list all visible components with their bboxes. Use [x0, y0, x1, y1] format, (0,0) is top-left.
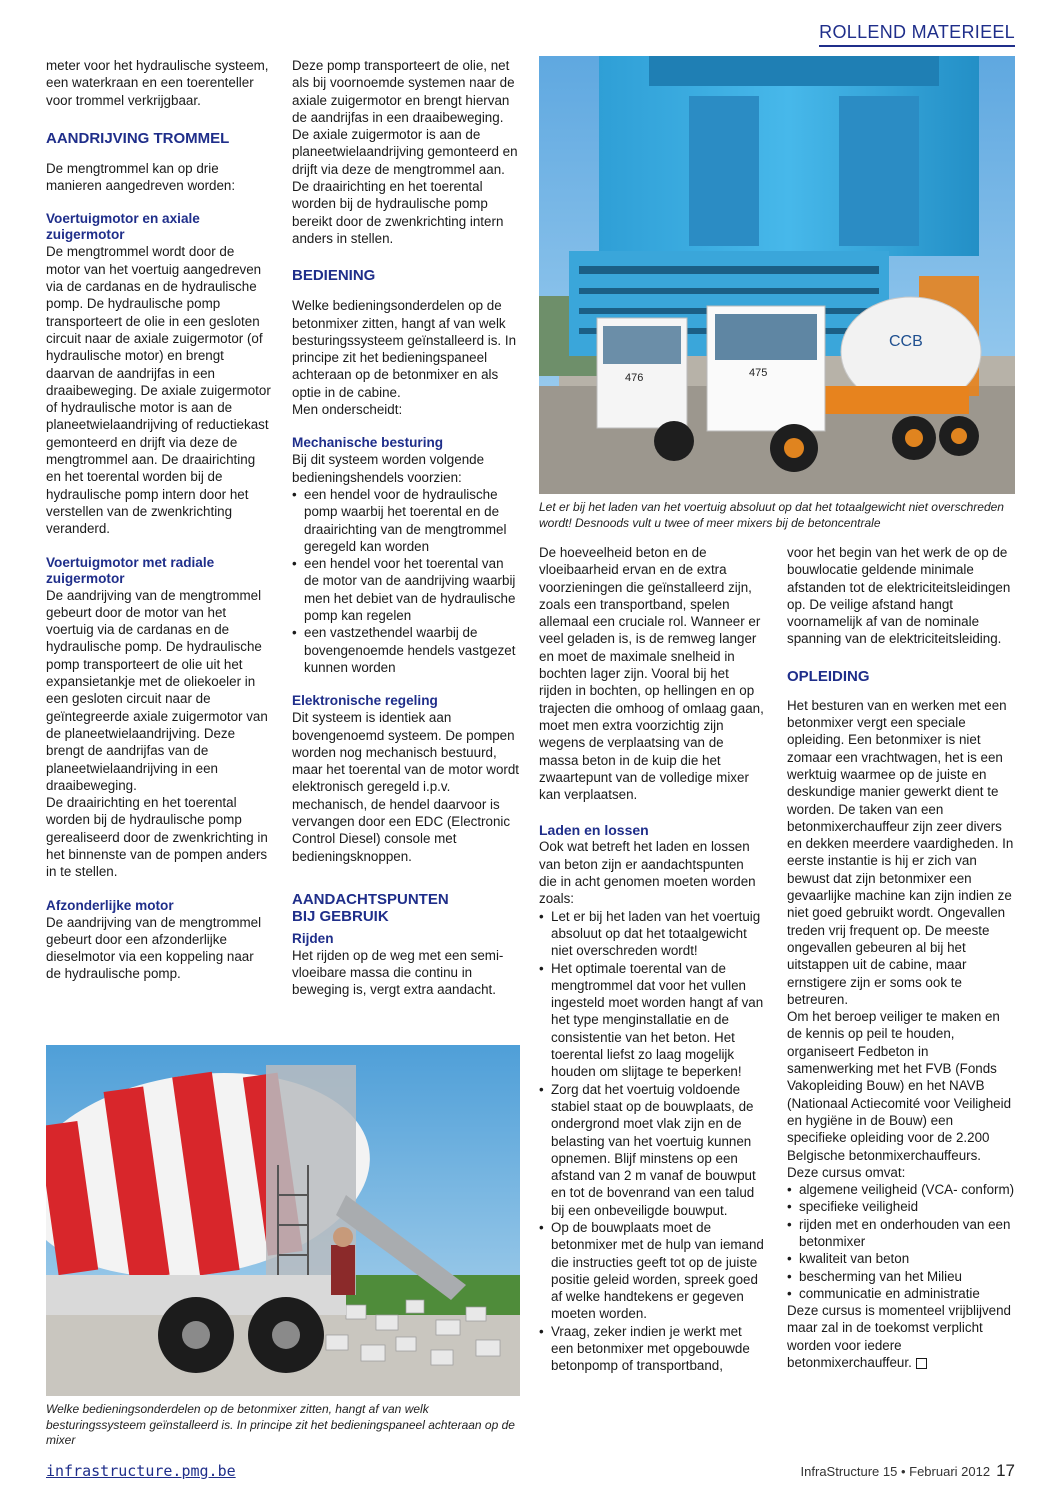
heading-aandachtspunten: AANDACHTSPUNTEN BIJ GEBRUIK	[292, 890, 449, 925]
paragraph: De mengtrommel wordt door de motor van het voertuig aangedreven via de cardanas en de hydraulische pomp. De hydraulische pomp transporteert de olie in een gesloten circuit naar de axiale zuigermotor (of hydraulische motor) en brengt daarvan de aandrijfas in een draaibeweging. De axiale zuigermotor of hydraulische motor is aan de planeetwielaandrijving of reductiekast gemonteerd en drijft via deze de mengtrommel aan. De draairichting en het toerental worden bij de hydraulische pomp intern door het verstellen van de zwenkrichting veranderd.	[46, 244, 271, 537]
list-item: • communicatie en administratie	[787, 1285, 1015, 1302]
list-item: • Het optimale toerental van de mengtrommel dat voor het vullen ingesteld moet worden hangt af van het type menginstallatie en de consistentie van het beton. Het toerental liefst zo laag mogelijk houden om slijtage te beperken!	[539, 960, 765, 1081]
column-2	[292, 57, 520, 999]
paragraph: Men onderscheidt:	[292, 402, 403, 418]
column-3	[539, 544, 765, 1375]
photo-mixer-controls	[46, 1045, 520, 1396]
truck-number: 475	[749, 367, 768, 379]
paragraph: De hoeveelheid beton en de vloeibaarheid ervan en de extra voorzieningen die geïnstalleerd zijn, zoals een transportband, spelen allemaal een cruciale rol. Wanneer er veel geladen is, is de remweg langer en moet de maximale snelheid in bochten lager zijn. Vooral bij het rijden in bochten, op hellingen en op trajecten die omhoog of omlaag gaan, moet men extra voorzichtig zijn wegens de verplaatsing van de massa beton in de kuip die het zwaartepunt van de volledige mixer kan verplaatsen.	[539, 545, 764, 803]
paragraph: Het rijden op de weg met een semi-vloeibare massa die continu in beweging is, vergt extra aandacht.	[292, 947, 504, 998]
paragraph: voor het begin van het werk de op de bouwlocatie geldende minimale afstanden tot de elektriciteitsleidingen op. De veilige afstand hangt voornamelijk af van de nominale spanning van de elektriciteitsleiding.	[787, 545, 1011, 647]
bullet-list	[539, 908, 765, 1375]
heading-mechanische-besturing: Mechanische besturing	[292, 435, 444, 451]
paragraph: Deze cursus omvat:	[787, 1164, 906, 1180]
list-item: • Vraag, zeker indien je werkt met een betonmixer met opgebouwde betonpomp of transportband,	[539, 1323, 765, 1375]
list-item: • Zorg dat het voertuig voldoende stabiel staat op de bouwplaats, de ondergrond moet vlak zijn en de belasting van het voertuig kunnen opnemen. Blijf minstens op een afstand van 2 m vanaf de bouwput en tot de bovenrand van een talud bij een onbeveiligde bouwput.	[539, 1081, 765, 1219]
section-tag: ROLLEND MATERIEEL	[819, 22, 1015, 47]
list-item: • specifieke veiligheid	[787, 1198, 1015, 1215]
page-number: 17	[996, 1461, 1015, 1480]
column-1	[46, 57, 272, 983]
issue-info: InfraStructure 15 • Februari 2012	[800, 1464, 991, 1479]
heading-opleiding: OPLEIDING	[787, 667, 870, 685]
heading-axiale-zuigermotor: Voertuigmotor en axiale zuigermotor	[46, 211, 200, 243]
list-item: • bescherming van het Milieu	[787, 1268, 1015, 1285]
footer-issue	[801, 1461, 1015, 1481]
paragraph: meter voor het hydraulische systeem, een waterkraan en een toerenteller voor trommel verkrijgbaar.	[46, 58, 269, 108]
paragraph: Dit systeem is identiek aan bovengenoemd systeem. De pompen worden nog mechanisch bestuurd, maar het toerental van de motor wordt elektronisch geregeld i.p.v. mechanisch, de hendel daarvoor is vervangen door een EDC (Electronic Control Diesel) console met bedieningsknoppen.	[292, 710, 520, 864]
paragraph: De aandrijving van de mengtrommel gebeurt door een afzonderlijke dieselmotor via een koppeling naar de hydraulische pomp.	[46, 914, 262, 982]
photo-caption-top: Let er bij het laden van het voertuig absoluut op dat het totaalgewicht niet overschreden wordt! Desnoods vult u twee of meer mixers bij de betoncentrale	[539, 500, 1004, 530]
heading-bediening: BEDIENING	[292, 267, 376, 285]
photo-caption-bottom: Welke bedieningsonderdelen op de betonmixer zitten, hangt af van welk besturingssysteem geïnstalleerd is. In principe zit het bedieningspaneel achteraan op de mixer	[46, 1402, 515, 1447]
list-item: • een hendel voor het toerental van de motor van de aandrijving waarbij men het debiet van de hydraulische pomp kan regelen	[292, 555, 520, 624]
end-mark-icon	[916, 1358, 927, 1369]
photo-concrete-plant-trucks	[539, 56, 1015, 494]
list-item: • algemene veiligheid (VCA- conform)	[787, 1181, 1015, 1198]
paragraph: Bij dit systeem worden volgende bedieningshendels voorzien:	[292, 452, 485, 485]
footer-website-link[interactable]: infrastructure.pmg.be	[46, 1462, 236, 1480]
paragraph: De mengtrommel kan op drie manieren aangedreven worden:	[46, 160, 236, 194]
list-item: • Op de bouwplaats moet de betonmixer met de hulp van iemand die instructies geeft tot op de juiste positie geleid worden, spreek goed af welke handtekens er gegeven moeten worden.	[539, 1219, 765, 1323]
list-item: • een hendel voor de hydraulische pomp waarbij het toerental en de draairichting van de mengtrommel geregeld kan worden	[292, 486, 520, 555]
bullet-list	[292, 486, 520, 676]
closing-text: Deze cursus is momenteel vrijblijvend maar zal in de toekomst verplicht worden voor iedere betonmixerchauffeur.	[787, 1303, 1012, 1371]
heading-elektronische-regeling: Elektronische regeling	[292, 693, 438, 709]
list-item: • kwaliteit van beton	[787, 1250, 1015, 1267]
paragraph: De draairichting en het toerental worden bij de hydraulische pomp gerealiseerd door de zwenkrichting in het binnenste van de pompen anders in te stellen.	[46, 795, 268, 880]
paragraph: Het besturen van en werken met een betonmixer vergt een speciale opleiding. Een betonmixer is niet zomaar een vrachtwagen, het is een werktuig waarmee op de juiste en deskundige manier gewerkt dient te worden. De taken van een betonmixerchauffeur zijn zeer divers en dekken meerdere vaardigheden. In eerste instantie is hij er zich van bewust dat zijn betonmixer een gevaarlijke machine kan zijn indien ze niet goed gebruikt wordt. Ongevallen treden vrij frequent op. De meeste ongevallen gebeuren al bij het uitstappen uit de cabine, maar ernstigere zijn er soms ook te betreuren.	[787, 697, 1014, 1007]
truck-number: 476	[625, 372, 644, 384]
heading-radiale-zuigermotor: Voertuigmotor met radiale zuigermotor	[46, 554, 215, 586]
list-item: • een vastzethendel waarbij de bovengenoemde hendels vastgezet kunnen worden	[292, 624, 520, 676]
drum-logo: CCB	[889, 333, 923, 350]
paragraph: Om het beroep veiliger te maken en de kennis op peil te houden, organiseert Fedbeton in samenwerking met het FVB (Fonds Vakopleiding Bouw) en het NAVB (Nationaal Actiecomité voor Veiligheid en hygiëne in de Bouw) een specifieke opleiding voor de 2.200 Belgische betonmixerchauffeurs.	[787, 1009, 1012, 1163]
paragraph-closing	[787, 1302, 1015, 1371]
heading-aandrijving-trommel: AANDRIJVING TROMMEL	[46, 129, 230, 147]
list-item: • Let er bij het laden van het voertuig absoluut op dat het totaalgewicht niet overschreden wordt!	[539, 908, 765, 960]
paragraph: De aandrijving van de mengtrommel gebeurt door de motor van het voertuig via de cardanas en de hydraulische pomp. De hydraulische pomp transporteert de olie uit het expansietankje met de oliekoeler in een gesloten circuit naar de geïntegreerde axiale zuigermotor van de planeetwielaandrijving. Deze brengt de aandrijfas van de planeetwielaandrijving in een draaibeweging.	[46, 587, 268, 793]
heading-afzonderlijke-motor: Afzonderlijke motor	[46, 897, 174, 913]
photo-illustration	[539, 56, 1015, 494]
bullet-list	[787, 1181, 1015, 1302]
heading-rijden: Rijden	[292, 930, 334, 946]
paragraph: Deze pomp transporteert de olie, net als bij voornoemde systemen naar de axiale zuigermotor en brengt hiervan de aandrijfas in een draaibeweging. De axiale zuigermotor is aan de planeetwielaandrijving gemonteerd en drijft via deze de mengtrommel aan. De draairichting en het toerental worden bij de hydraulische pomp bereikt door de zwenkrichting intern anders in stellen.	[292, 58, 518, 246]
photo-illustration	[46, 1045, 520, 1396]
heading-laden-en-lossen: Laden en lossen	[539, 822, 649, 839]
paragraph: Ook wat betreft het laden en lossen van beton zijn er aandachtspunten die in acht genomen moeten worden zoals:	[539, 839, 756, 907]
column-4	[787, 544, 1015, 1371]
list-item: • rijden met en onderhouden van een betonmixer	[787, 1216, 1015, 1251]
paragraph: Welke bedieningsonderdelen op de betonmixer zitten, hangt af van welk besturingssysteem geïnstalleerd is. In principe zit het bedieningspaneel achteraan op de betonmixer en als optie in de cabine.	[292, 298, 517, 400]
